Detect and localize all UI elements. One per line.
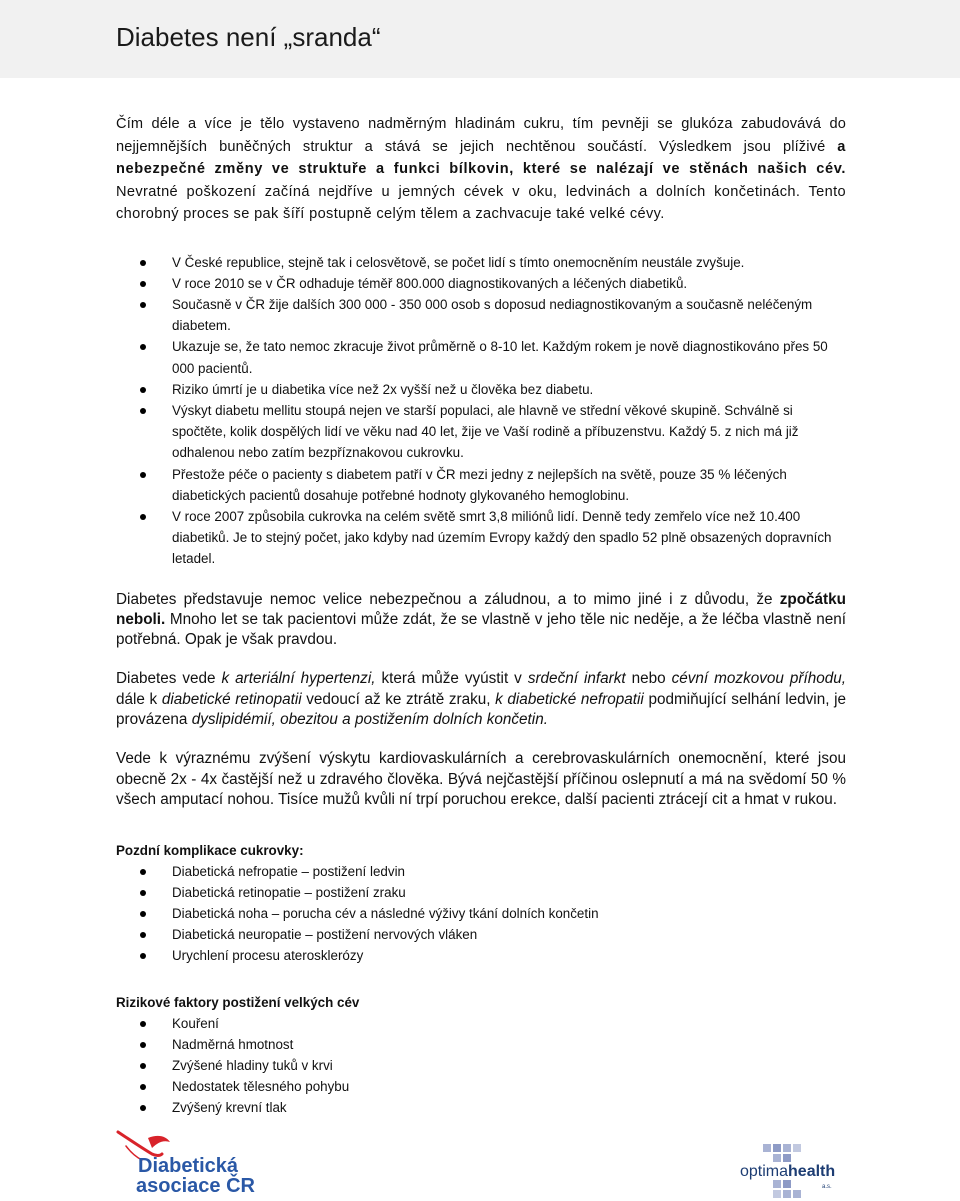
facts-list xyxy=(116,252,846,570)
paragraph-text: dále k xyxy=(116,690,162,708)
list-item: Přestože péče o pacienty s diabetem patří v ČR mezi jedny z nejlepších na světě, pouze 35 % léčených diabetických pacientů dosahuje potřebné hodnoty glykovaného hemoglobinu. xyxy=(116,464,846,506)
list-item: Kouření xyxy=(116,1013,846,1034)
intro-sentence-1: Čím déle a více je tělo vystaveno nadměrným hladinám cukru, tím pevněji se glukóza zabudovává do nejjemnějších buněčných struktur a stává se jejich nechtěnou součástí. Výsledkem jsou plíživé xyxy=(116,116,846,155)
logo-right-text: optimahealth xyxy=(740,1163,836,1180)
list-item: Současně v ČR žije dalších 300 000 - 350 000 osob s doposud nediagnostikovaným a současně neléčeným diabetem. xyxy=(116,294,846,336)
logo-left-line2: asociace ČR xyxy=(136,1175,255,1196)
italic-term: k diabetické nefropatii xyxy=(495,690,644,708)
list-item: Riziko úmrtí je u diabetika více než 2x vyšší než u člověka bez diabetu. xyxy=(116,379,846,400)
page-header xyxy=(0,0,960,78)
paragraph-text: Mnoho let se tak pacientovi může zdát, že se vlastně v jeho těle nic neděje, a že léčba vlastně není potřebná. Opak je však pravdou. xyxy=(116,610,846,649)
list-item: Zvýšené hladiny tuků v krvi xyxy=(116,1055,846,1076)
list-item: V roce 2010 se v ČR odhaduje téměř 800.000 diagnostikovaných a léčených diabetiků. xyxy=(116,273,846,294)
paragraph-text: Diabetes představuje nemoc velice nebezpečnou a záludnou, a to mimo jiné i z důvodu, že xyxy=(116,590,780,608)
document-body xyxy=(116,113,846,1118)
italic-term: cévní mozkovou příhodu, xyxy=(671,670,846,688)
intro-sentence-2: a nebezpečné změny ve struktuře a funkci bílkovin, které se nalézají ve stěnách našich cév. xyxy=(116,138,846,177)
emphasis-text: zpočátku neboli. xyxy=(116,590,846,628)
risk-factors-heading: Rizikové faktory postižení velkých cév xyxy=(116,995,360,1011)
page-title: Diabetes není „sranda“ xyxy=(116,22,381,52)
italic-term: dyslipidémií, obezitou a postižením dolních končetin. xyxy=(191,711,548,729)
italic-term: diabetické retinopatii xyxy=(161,690,302,708)
list-item: Diabetická neuropatie – postižení nervových vláken xyxy=(116,924,846,945)
paragraph-insidious xyxy=(116,590,846,651)
paragraph-text: nebo xyxy=(625,670,672,688)
paragraph-complications xyxy=(116,669,846,730)
risk-factors-list xyxy=(116,1013,846,1118)
list-item: Nadměrná hmotnost xyxy=(116,1034,846,1055)
logo-right-small: a.s. xyxy=(822,1184,832,1190)
list-item: Diabetická retinopatie – postižení zraku xyxy=(116,882,846,903)
logo-left-line1: Diabetická xyxy=(138,1155,239,1177)
optimahealth-logo xyxy=(738,1140,844,1201)
diabeticka-asociace-logo xyxy=(112,1128,262,1196)
logo-wing-icon xyxy=(148,1136,170,1148)
italic-term: k arteriální hypertenzi, xyxy=(221,670,376,688)
paragraph-text: Diabetes vede xyxy=(116,670,222,688)
paragraph-text: vedoucí až ke ztrátě zraku, xyxy=(301,690,496,708)
list-item: Diabetická nefropatie – postižení ledvin xyxy=(116,861,846,882)
list-item: Ukazuje se, že tato nemoc zkracuje život průměrně o 8-10 let. Každým rokem je nově diagnostikováno přes 50 000 pacientů. xyxy=(116,336,846,378)
paragraph-text: která může vyústit v xyxy=(375,670,528,688)
italic-term: srdeční infarkt xyxy=(527,670,626,688)
list-item: V České republice, stejně tak i celosvětově, se počet lidí s tímto onemocněním neustále zvyšuje. xyxy=(116,252,846,273)
list-item: Zvýšený krevní tlak xyxy=(116,1097,846,1118)
list-item: Diabetická noha – porucha cév a následné výživy tkání dolních končetin xyxy=(116,903,846,924)
paragraph-cardiovascular: Vede k výraznému zvýšení výskytu kardiovaskulárních a cerebrovaskulárních onemocnění, které jsou obecně 2x - 4x častější než u zdravého člověka. Bývá nejčastější příčinou oslepnutí a má na svědomí 50 % všech amputací nohou. Tisíce mužů kvůli ní trpí poruchou erekce, další pacienti ztrácejí cit a hmat v rukou. xyxy=(116,750,846,808)
complications-list xyxy=(116,861,846,966)
list-item: Výskyt diabetu mellitu stoupá nejen ve starší populaci, ale hlavně ve střední věkové skupině. Schválně si spočtěte, kolik dospělých lidí ve věku nad 40 let, žije ve Vaší rodině a příbuzenstvu. Každý 5. z nich má již odhalenou nebo zatím bezpříznakovou cukrovku. xyxy=(116,400,846,464)
intro-sentence-3: Nevratné poškození začíná nejdříve u jemných cévek v oku, ledvinách a dolních končetinách. Tento chorobný proces se pak šíří postupně celým tělem a zachvacuje také velké cévy. xyxy=(116,183,846,222)
list-item: Urychlení procesu aterosklerózy xyxy=(116,945,846,966)
list-item: V roce 2007 způsobila cukrovka na celém světě smrt 3,8 miliónů lidí. Denně tedy zemřelo více než 10.400 diabetiků. Je to stejný počet, jako kdyby nad územím Evropy každý den spadlo 52 plně obsazených dopravních letadel. xyxy=(116,506,846,570)
list-item: Nedostatek tělesného pohybu xyxy=(116,1076,846,1097)
paragraph-text: podmiňující selhání ledvin, je provázena xyxy=(116,690,846,729)
complications-heading: Pozdní komplikace cukrovky: xyxy=(116,843,304,859)
intro-paragraph xyxy=(116,113,846,226)
